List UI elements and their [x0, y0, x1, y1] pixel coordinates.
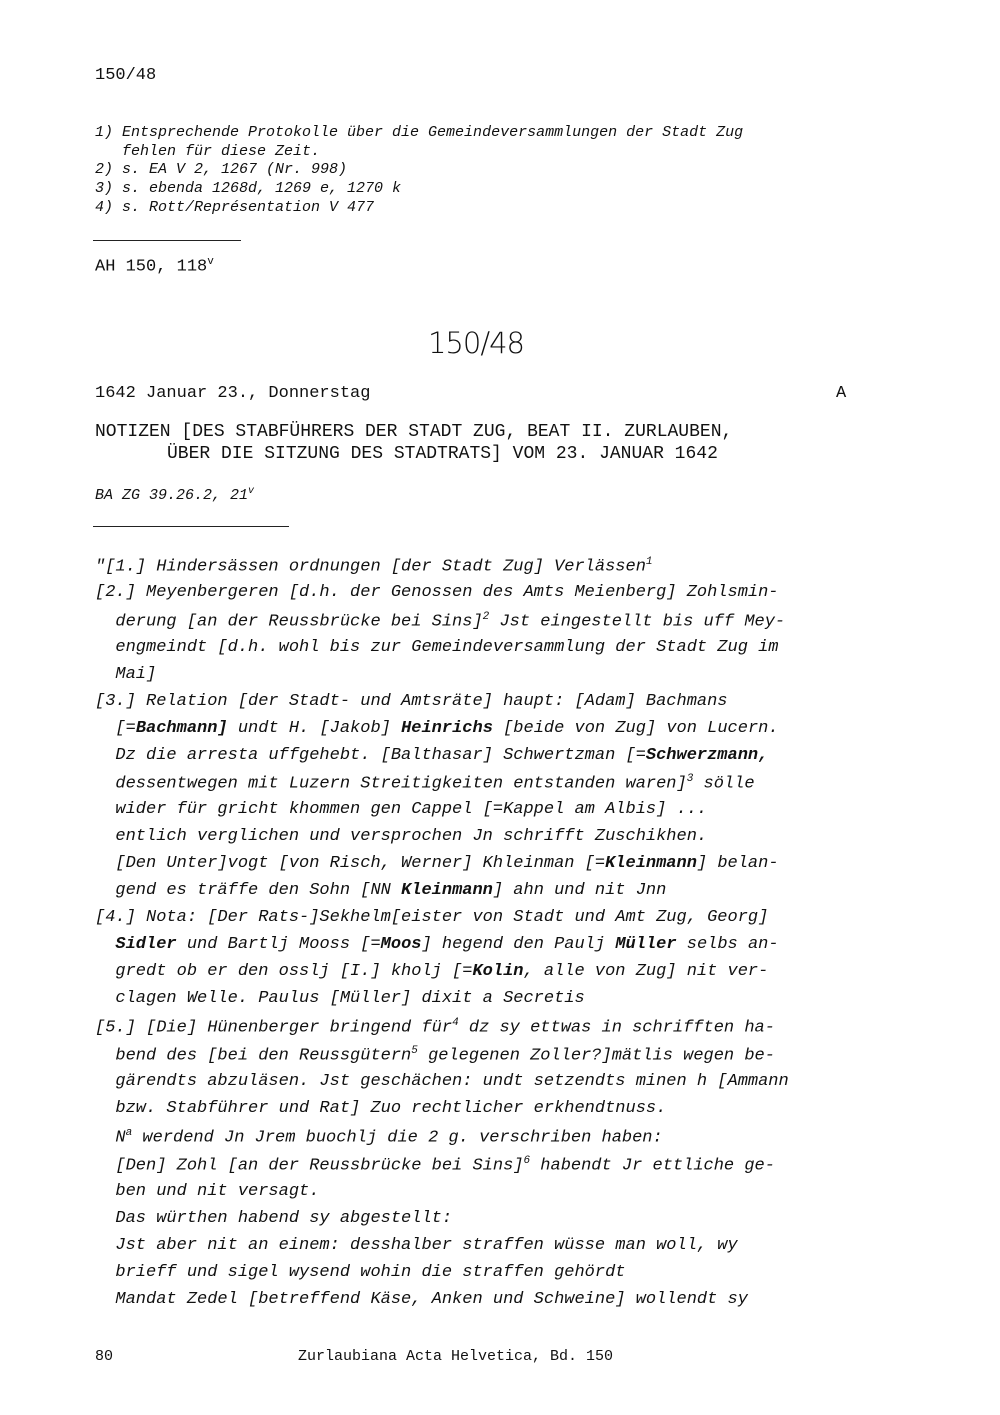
publication-title: Zurlaubiana Acta Helvetica, Bd. 150 [298, 1348, 614, 1365]
text-line [95, 1045, 775, 1066]
text-segment: gärendts abzuläsen. Jst geschächen: undt setzendts minen h [Ammann [95, 1072, 789, 1091]
text-line [95, 1099, 666, 1118]
marker-letter: A [836, 384, 847, 403]
archive-reference-text: AH 150, 118 [95, 257, 208, 277]
text-segment: brieff und sigel wysend wohin die straffen gehördt [95, 1263, 626, 1282]
footnote: 4) s. Rott/Représentation V 477 [95, 199, 375, 216]
text-segment: [3.] Relation [der Stadt- und Amtsräte] haupt: [Adam] Bachmans [95, 692, 728, 711]
text-segment: [Den Unter]vogt [von Risch, Werner] Khleinman [= [95, 854, 606, 873]
text-line [95, 1017, 775, 1038]
text-line [95, 1072, 789, 1091]
text-line [95, 1290, 748, 1309]
divider [93, 240, 241, 241]
text-segment: gredt ob er den osslj [I.] kholj [= [95, 962, 473, 981]
text-line [95, 962, 768, 981]
text-segment: "[1.] Hindersässen ordnungen [der Stadt Zug] Verlässen [95, 557, 646, 577]
text-segment: dz sy ettwas in schrifften ha- [458, 1018, 775, 1038]
footnote-marker: 2 [482, 611, 490, 623]
text-segment: gelegenen Zoller?]mätlis wegen be- [417, 1046, 775, 1066]
text-segment: Jst aber nit an einem: desshalber straffen wüsse man woll, wy [95, 1236, 738, 1255]
text-line [95, 1127, 663, 1148]
text-segment [95, 935, 115, 954]
text-segment: gend es träffe den Sohn [NN [95, 881, 402, 900]
text-segment: clagen Welle. Paulus [Müller] dixit a Secretis [95, 989, 585, 1008]
text-segment: bend des [bei den Reussgütern [95, 1046, 412, 1066]
text-segment: [4.] Nota: [Der Rats-]Sekhelm[eister von Stadt und Amt Zug, Georg] [95, 908, 769, 927]
text-line [95, 556, 653, 577]
bold-name: Kleinmann [401, 881, 493, 900]
footnote: 2) s. EA V 2, 1267 (Nr. 998) [95, 161, 348, 178]
text-line [95, 1155, 775, 1176]
text-line [95, 800, 707, 819]
source-reference-text: BA ZG 39.26.2, 21 [95, 487, 249, 504]
document-number: 150/48 [427, 326, 525, 360]
text-line [95, 854, 779, 873]
bold-name: Schwerzmann, [645, 746, 769, 765]
bold-name: Bachmann] [135, 719, 228, 738]
text-segment: Mai] [95, 665, 157, 684]
text-line [95, 908, 768, 927]
text-segment: [2.] Meyenbergeren [d.h. der Genossen des Amts Meienberg] Zohlsmin- [95, 583, 779, 602]
text-segment: und Bartlj Mooss [= [176, 935, 381, 954]
text-segment: habendt Jr ettliche ge- [530, 1156, 775, 1176]
document-title-line-1: NOTIZEN [DES STABFÜHRERS DER STADT ZUG, BEAT II. ZURLAUBEN, [95, 422, 733, 442]
source-reference [95, 486, 254, 504]
text-segment: Mandat Zedel [betreffend Käse, Anken und Schweine] wollendt sy [95, 1290, 748, 1309]
text-segment: wider für gricht khommen gen Cappel [=Kappel am Albis] ... [95, 800, 708, 819]
text-line [95, 989, 585, 1008]
footnote: fehlen für diese Zeit. [95, 143, 321, 160]
bold-name: Heinrichs [401, 719, 493, 738]
text-segment: ] ahn und nit Jnn [492, 881, 667, 900]
text-segment: Dz die arresta uffgehebt. [Balthasar] Schwertzman [= [95, 746, 646, 765]
bold-name: Kleinmann [605, 854, 697, 873]
text-segment: engmeindt [d.h. wohl bis zur Gemeindeversammlung der Stadt Zug im [95, 638, 779, 657]
text-segment: derung [an der Reussbrücke bei Sins] [95, 612, 483, 632]
bold-name: Sidler [115, 935, 177, 954]
text-segment: ben und nit versagt. [95, 1182, 320, 1201]
text-segment: Das würthen habend sy abgestellt: [95, 1209, 453, 1228]
footnote-marker: 5 [411, 1045, 418, 1057]
text-segment: ] hegend den Paulj [421, 935, 616, 954]
text-segment: N [95, 1128, 126, 1148]
text-segment: ] belan- [696, 854, 779, 873]
text-line [95, 881, 666, 900]
text-line [95, 1209, 452, 1228]
text-line [95, 746, 768, 765]
text-line [95, 638, 779, 657]
text-line [95, 1182, 319, 1201]
footnote-marker: a [125, 1127, 133, 1139]
text-segment: entlich verglichen und versprochen Jn schrifft Zuschikhen. [95, 827, 708, 846]
text-line [95, 1263, 626, 1282]
footnote: 1) Entsprechende Protokolle über die Gemeindeversammlungen der Stadt Zug [95, 124, 744, 141]
text-segment: undt H. [Jakob] [227, 719, 402, 738]
text-segment: , alle von Zug] nit ver- [523, 962, 769, 981]
text-segment: selbs an- [676, 935, 779, 954]
footnote-marker: 6 [523, 1155, 531, 1167]
document-title-line-2: ÜBER DIE SITZUNG DES STADTRATS] VOM 23. JANUAR 1642 [167, 444, 718, 464]
divider [93, 526, 289, 527]
footnote-marker: 4 [452, 1017, 459, 1029]
page-reference: 150/48 [95, 66, 157, 85]
text-line [95, 1236, 738, 1255]
footnote: 3) s. ebenda 1268d, 1269 e, 1270 k [95, 180, 402, 197]
archive-reference [95, 256, 214, 277]
text-segment: sölle [693, 774, 755, 794]
text-segment: Jst eingestellt bis uff Mey- [489, 612, 786, 632]
text-line [95, 827, 707, 846]
date-line: 1642 Januar 23., Donnerstag [95, 384, 371, 403]
text-segment: werdend Jn Jrem buochlj die 2 g. verschriben haben: [132, 1128, 663, 1148]
source-reference-sup: v [248, 486, 255, 497]
bold-name: Moos [380, 935, 422, 954]
text-segment: bzw. Stabführer und Rat] Zuo rechtlicher erkhendtnuss. [95, 1099, 667, 1118]
text-line [95, 665, 156, 684]
text-segment: [5.] [Die] Hünenberger bringend für [95, 1018, 453, 1038]
text-segment: dessentwegen mit Luzern Streitigkeiten entstanden waren] [95, 774, 687, 794]
text-segment: [Den] Zohl [an der Reussbrücke bei Sins] [95, 1156, 524, 1176]
footnote-marker: 3 [686, 773, 694, 785]
archive-reference-sup: v [207, 256, 214, 268]
text-line [95, 719, 779, 738]
text-line [95, 583, 779, 602]
text-segment: [beide von Zug] von Lucern. [492, 719, 779, 738]
page-number: 80 [95, 1348, 114, 1365]
text-line [95, 773, 755, 794]
bold-name: Müller [615, 935, 677, 954]
text-line [95, 611, 785, 632]
bold-name: Kolin [472, 962, 524, 981]
footnote-marker: 1 [645, 556, 653, 568]
text-line [95, 935, 779, 954]
text-segment: [= [95, 719, 136, 738]
text-line [95, 692, 728, 711]
